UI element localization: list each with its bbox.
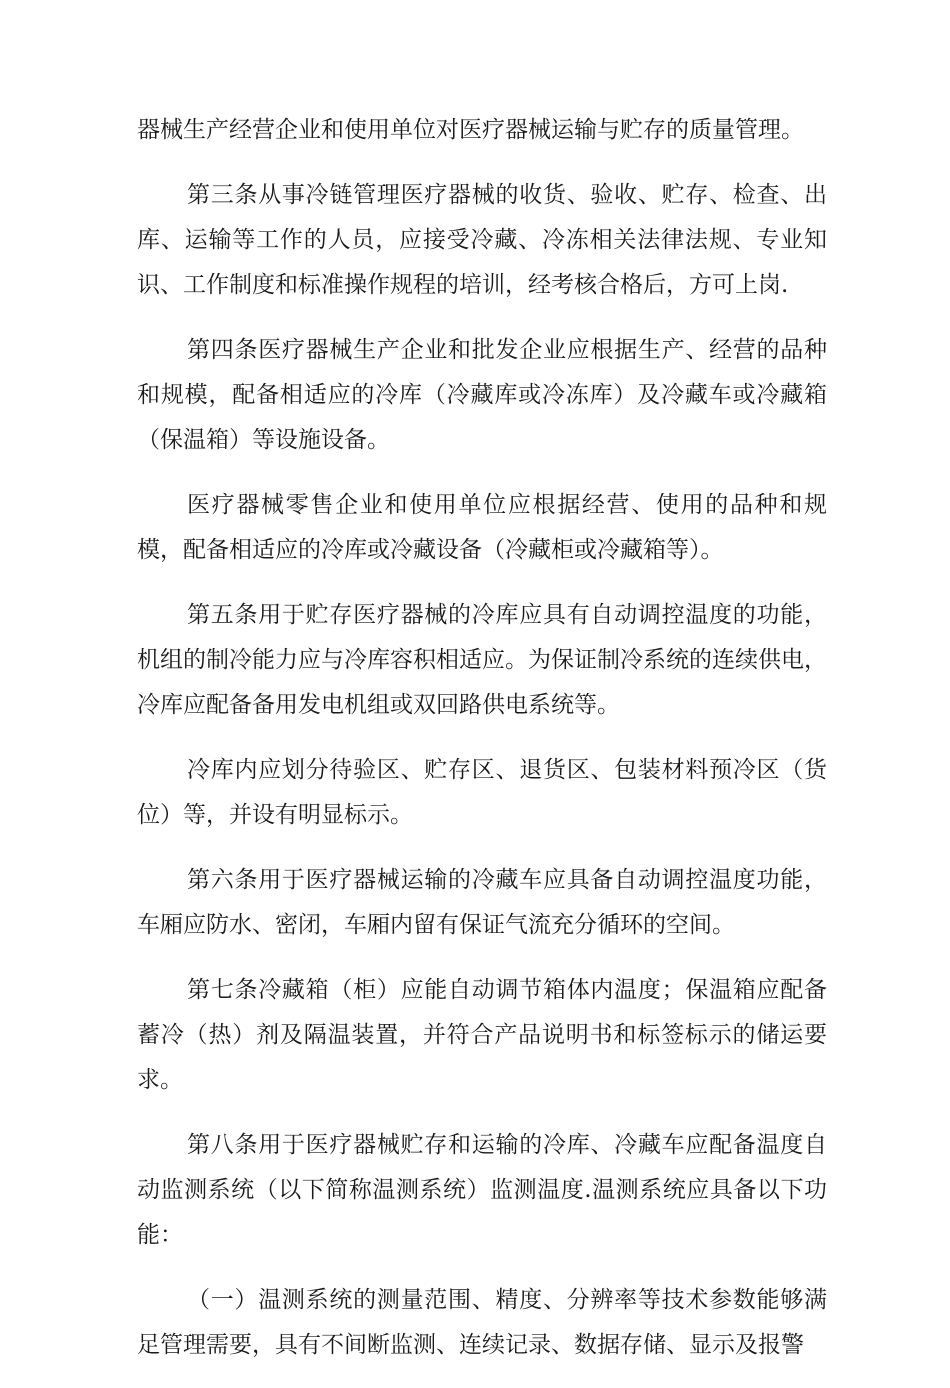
paragraph-article-8: 第八条用于医疗器械贮存和运输的冷库、冷藏车应配备温度自动监测系统（以下简称温测系统）监测温度.温测系统应具备以下功能： — [137, 1132, 827, 1248]
paragraph-article-7: 第七条冷藏箱（柜）应能自动调节箱体内温度；保温箱应配备蓄冷（热）剂及隔温装置，并符合产品说明书和标签标示的储运要求。 — [137, 977, 827, 1093]
paragraph-continuation: 器械生产经营企业和使用单位对医疗器械运输与贮存的质量管理。 — [137, 117, 804, 143]
paragraph-article-3: 第三条从事冷链管理医疗器械的收货、验收、贮存、检查、出库、运输等工作的人员，应接受冷藏、冷冻相关法律法规、专业知识、工作制度和标准操作规程的培训，经考核合格后，方可上岗. — [137, 182, 827, 298]
paragraph-article-4: 第四条医疗器械生产企业和批发企业应根据生产、经营的品种和规模，配备相适应的冷库（冷藏库或冷冻库）及冷藏车或冷藏箱（保温箱）等设施设备。 — [137, 337, 827, 453]
paragraph-cold-storage-zones: 冷库内应划分待验区、贮存区、退货区、包装材料预冷区（货位）等，并设有明显标示。 — [137, 757, 827, 828]
paragraph-article-6: 第六条用于医疗器械运输的冷藏车应具备自动调控温度功能，车厢应防水、密闭，车厢内留有保证气流充分循环的空间。 — [137, 867, 827, 938]
paragraph-item-1: （一）温测系统的测量范围、精度、分辨率等技术参数能够满足管理需要，具有不间断监测、连续记录、数据存储、显示及报警 — [137, 1287, 827, 1358]
paragraph-retail-units: 医疗器械零售企业和使用单位应根据经营、使用的品种和规模，配备相适应的冷库或冷藏设备（冷藏柜或冷藏箱等）。 — [137, 492, 827, 563]
paragraph-article-5: 第五条用于贮存医疗器械的冷库应具有自动调控温度的功能，机组的制冷能力应与冷库容积相适应。为保证制冷系统的连续供电，冷库应配备备用发电机组或双回路供电系统等。 — [137, 602, 827, 718]
document-body — [137, 108, 827, 1388]
